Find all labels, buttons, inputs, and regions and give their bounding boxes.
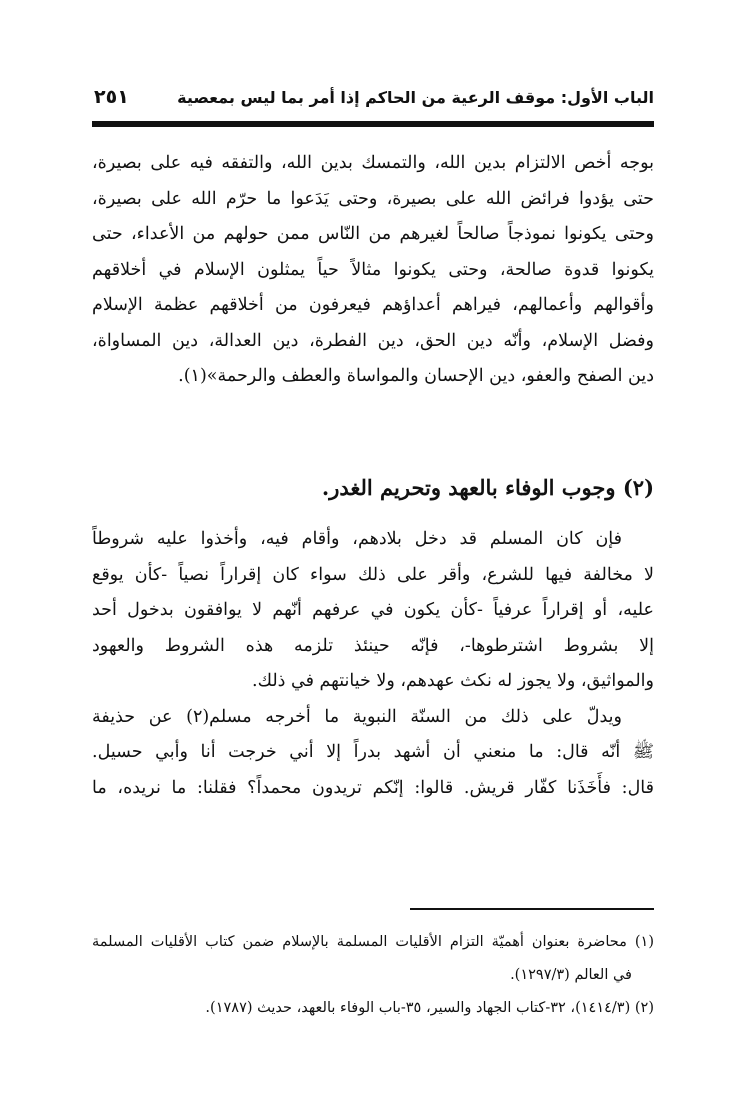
text-line: وفضل الإسلام، وأنّه دين الحق، دين الفطرة، دين العدالة، دين المساواة، [92, 330, 654, 351]
text-line: ويدلّ على ذلك من السنّة النبوية ما أخرجه مسلم(٢) عن حذيفة [92, 706, 622, 727]
footnote-2: (٢) (١٤١٤/٣)، ٣٢-كتاب الجهاد والسير، ٣٥-باب الوفاء بالعهد، حديث (١٧٨٧). [205, 1000, 654, 1016]
text-line: بوجه أخص الالتزام بدين الله، والتمسك بدين الله، والتفقه فيه على بصيرة، [92, 153, 654, 173]
section-body [92, 522, 654, 806]
text-line: والمواثيق، ولا يجوز له نكث عهدهم، ولا خيانتهم في ذلك. [252, 671, 654, 691]
chapter-title: الباب الأول: موقف الرعية من الحاكم إذا أمر بما ليس بمعصية [177, 88, 654, 107]
text-line: وحتى يكونوا نموذجاً صالحاً لغيرهم من النّاس ممن حولهم من الأعداء، حتى [92, 224, 654, 244]
text-line: حتى يؤدوا فرائض الله على بصيرة، وحتى يَدَعوا ما حرّم الله على بصيرة، [92, 188, 654, 209]
text-line: ﷺ أنّه قال: ما منعني أن أشهد بدراً إلا أني خرجت أنا وأبي حسيل. [92, 742, 654, 762]
section-heading: (٢) وجوب الوفاء بالعهد وتحريم الغدر. [321, 475, 654, 500]
text-line: لا مخالفة فيها للشرع، وأقر على ذلك سواء كان إقراراً نصياً -كأن يوقع [92, 564, 654, 585]
running-header [92, 86, 654, 116]
paragraph-continuation [92, 146, 654, 395]
text-line: دين الصفح والعفو، دين الإحسان والمواساة والعطف والرحمة»(١). [178, 366, 654, 386]
page-number: ٢٥١ [94, 86, 129, 108]
footnote-1-continuation: في العالم (١٢٩٧/٣). [510, 967, 632, 983]
text-line: عليه، أو إقراراً عرفياً -كأن يكون في عرفهم أنّهم لا يوافقون بدخول أحد [92, 600, 654, 620]
text-line: إلا بشروط اشترطوها-، فإنّه حينئذ تلزمه هذه الشروط والعهود [92, 635, 654, 656]
footnote-1: (١) محاضرة بعنوان أهميّة التزام الأقليات المسلمة بالإسلام ضمن كتاب الأقليات المسلمة [92, 934, 654, 950]
text-line: يكونوا قدوة صالحة، وحتى يكونوا مثالاً حياً يمثلون الإسلام في أخلاقهم [92, 259, 654, 280]
text-line: فإن كان المسلم قد دخل بلادهم، وأقام فيه، وأخذوا عليه شروطاً [92, 529, 622, 549]
text-line: قال: فأَخَذَنا كفّار قريش. قالوا: إنّكم تريدون محمداً؟ فقلنا: ما نريده، ما [92, 777, 654, 798]
text-line: وأقوالهم وأعمالهم، فيراهم أعداؤهم فيعرفون من أخلاقهم عظمة الإسلام [92, 295, 654, 315]
footnote-separator [410, 908, 654, 910]
header-rule [92, 121, 654, 127]
footnotes [92, 926, 654, 1025]
